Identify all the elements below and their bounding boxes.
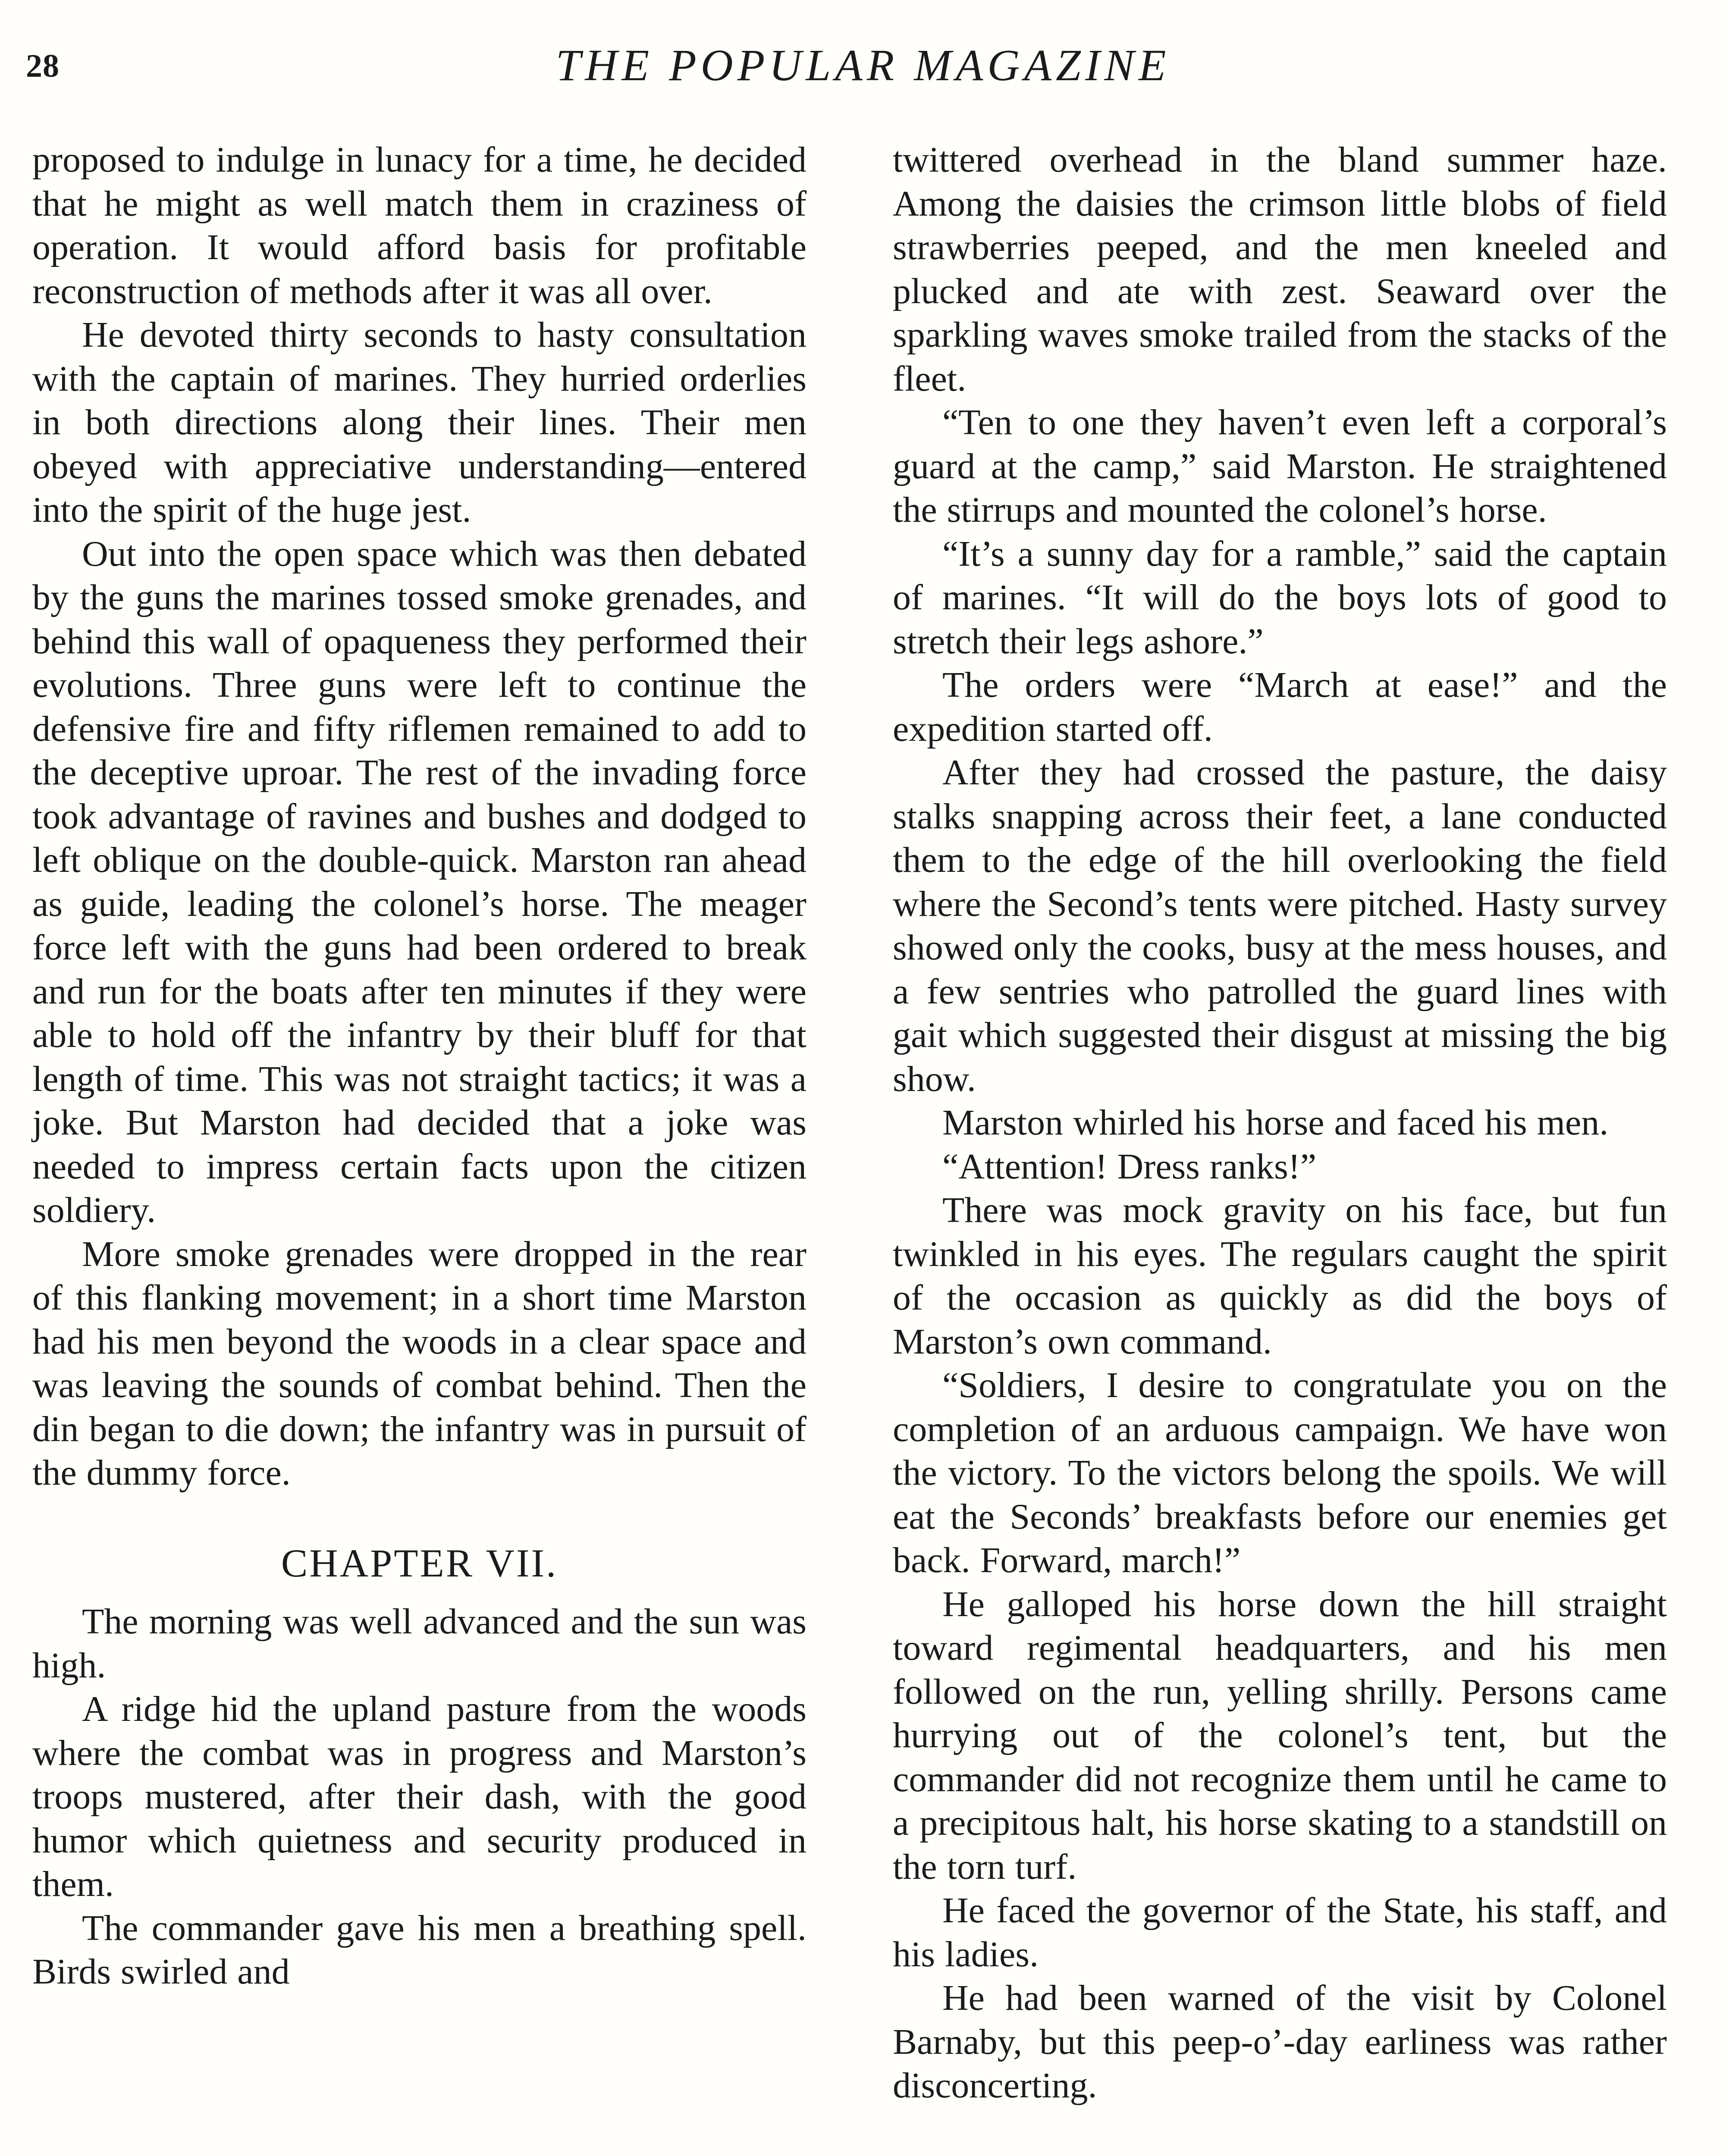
left-text-column (32, 138, 807, 1994)
right-paragraph-11: He faced the governor of the State, his staff, and his ladies. (893, 1890, 1667, 1974)
right-paragraph-10: He galloped his horse down the hill straight toward regimental headquarters, and his men followed on the run, yelling shrilly. Persons came hurrying out of the colonel’s tent, but the commander did not recognize them until he came to a precipitous halt, his horse skating to a standstill on the torn turf. (893, 1584, 1667, 1887)
right-paragraph-9: “Soldiers, I desire to congratulate you on the completion of an arduous campaign. We have won the victory. To the victors belong the spoils. We will eat the Seconds’ breakfasts before our enemies get back. Forward, march!” (893, 1365, 1667, 1580)
left-paragraph-4: More smoke grenades were dropped in the rear of this flanking movement; in a short time Marston had his men beyond the woods in a clear space and was leaving the sounds of combat behind. Then the din began to die down; the infantry was in pursuit of the dummy force. (32, 1234, 807, 1493)
chapter-heading: CHAPTER VII. (281, 1541, 558, 1585)
right-paragraph-4: The orders were “March at ease!” and the expedition started off. (893, 665, 1667, 749)
right-paragraph-5: After they had crossed the pasture, the daisy stalks snapping across their feet, a lane conducted them to the edge of the hill overlooking the field where the Second’s tents were pitched. Hasty survey showed only the cooks, busy at the mess houses, and a few sentries who patrolled the guard lines with gait which suggested their disgust at missing the big show. (893, 752, 1667, 1099)
right-paragraph-6: Marston whirled his horse and faced his men. (942, 1103, 1609, 1143)
right-paragraph-2: “Ten to one they haven’t even left a corporal’s guard at the camp,” said Marston. He straightened the stirrups and mounted the colonel’s horse. (893, 402, 1667, 530)
chapter-paragraph-3: The commander gave his men a breathing spell. Birds swirled and (32, 1908, 807, 1992)
right-paragraph-7: “Attention! Dress ranks!” (942, 1146, 1317, 1187)
right-paragraph-1: twittered overhead in the bland summer haze. Among the daisies the crimson little blobs of field strawberries peeped, and the men kneeled and plucked and ate with zest. Seaward over the sparkling waves smoke trailed from the stacks of the fleet. (893, 140, 1667, 399)
right-text-column (893, 138, 1667, 2108)
left-paragraph-1: proposed to indulge in lunacy for a time, he decided that he might as well match them in craziness of operation. It would afford basis for profitable reconstruction of methods after it was all over. (32, 140, 807, 311)
right-paragraph-3: “It’s a sunny day for a ramble,” said the captain of marines. “It will do the boys lots of good to stretch their legs ashore.” (893, 533, 1667, 661)
left-paragraph-3: Out into the open space which was then debated by the guns the marines tossed smoke grenades, and behind this wall of opaqueness they performed their evolutions. Three guns were left to continue the defensive fire and fifty riflemen remained to add to the deceptive uproar. The rest of the invading force took advantage of ravines and bushes and dodged to left oblique on the double-quick. Marston ran ahead as guide, leading the colonel’s horse. The meager force left with the guns had been ordered to break and run for the boats after ten minutes if they were able to hold off the infantry by their bluff for that length of time. This was not straight tactics; it was a joke. But Marston had decided that a joke was needed to impress certain facts upon the citizen soldiery. (32, 533, 807, 1230)
chapter-paragraph-2: A ridge hid the upland pasture from the woods where the combat was in progress and Marston’s troops mustered, after their dash, with the good humor which quietness and security produced in them. (32, 1689, 807, 1904)
running-head: THE POPULAR MAGAZINE (555, 41, 1171, 90)
chapter-paragraph-1: The morning was well advanced and the sun was high. (32, 1601, 807, 1686)
left-paragraph-2: He devoted thirty seconds to hasty consultation with the captain of marines. They hurried orderlies in both directions along their lines. Their men obeyed with appreciative understanding—entered into the spirit of the huge jest. (32, 315, 807, 530)
right-paragraph-12: He had been warned of the visit by Colonel Barnaby, but this peep-o’-day earliness was rather disconcerting. (893, 1978, 1667, 2106)
right-paragraph-8: There was mock gravity on his face, but fun twinkled in his eyes. The regulars caught the spirit of the occasion as quickly as did the boys of Marston’s own command. (893, 1190, 1667, 1362)
page-number: 28 (26, 48, 60, 84)
